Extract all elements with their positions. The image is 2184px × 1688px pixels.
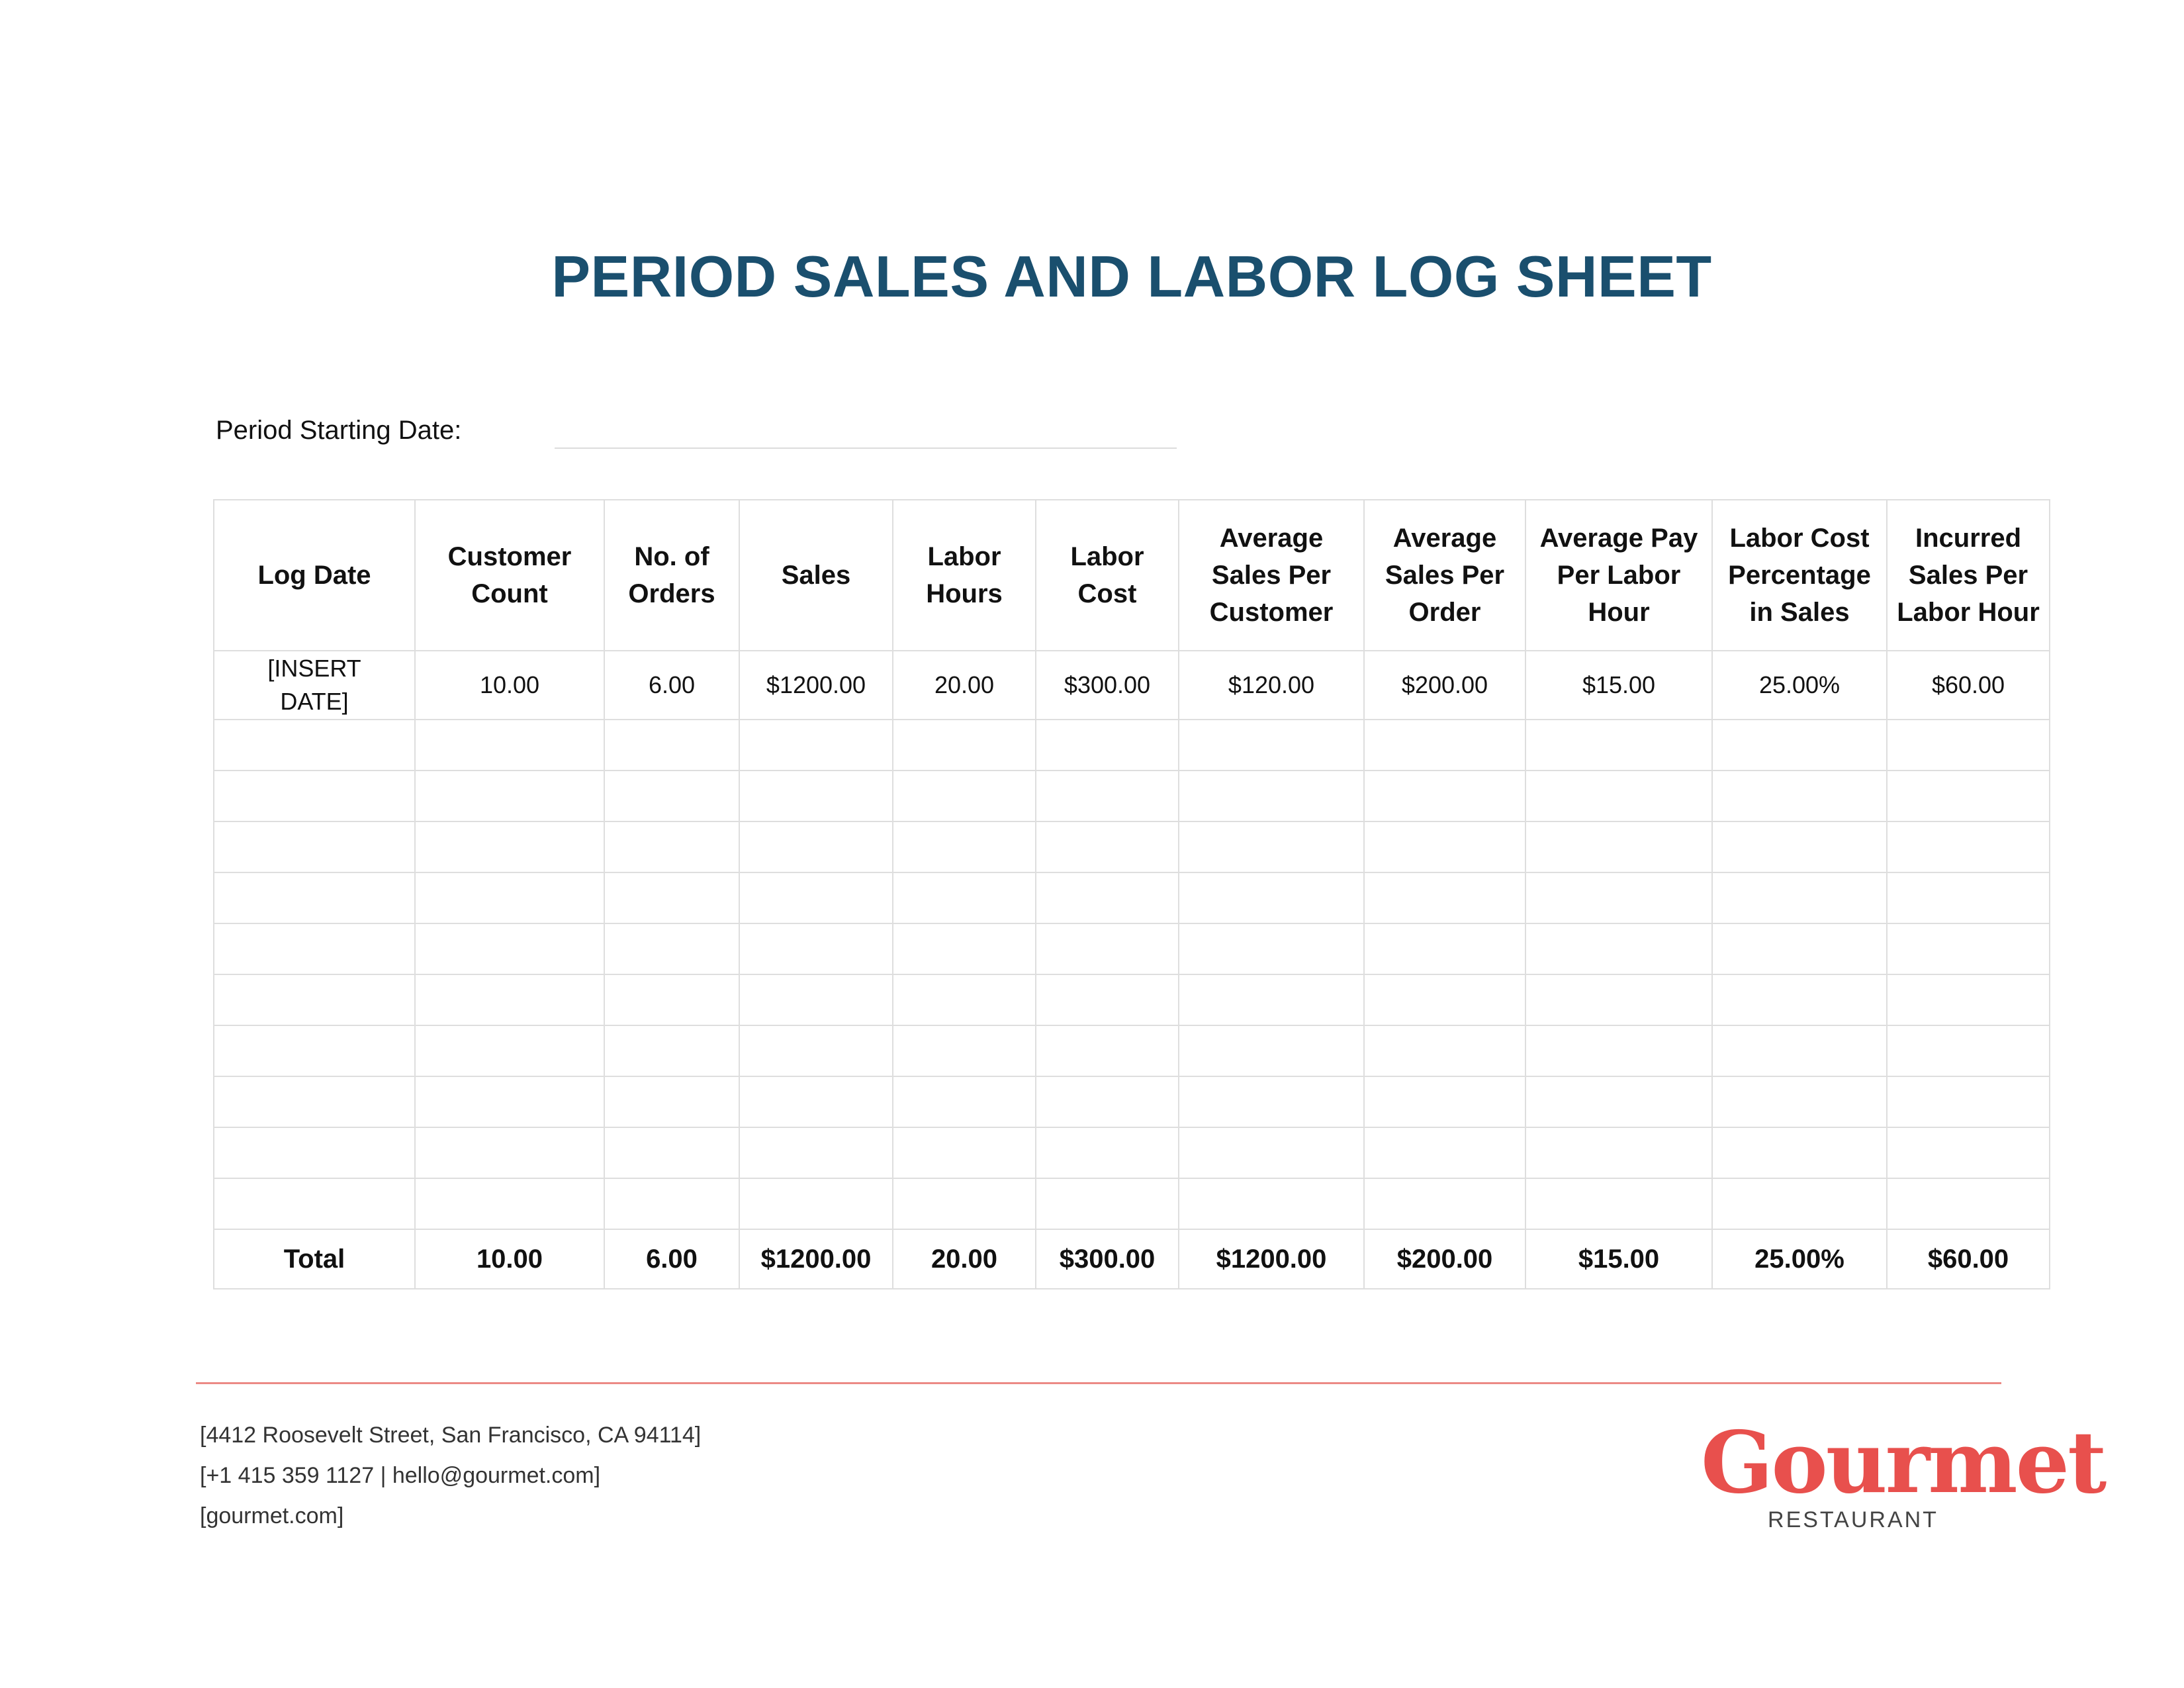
table-cell[interactable] — [1364, 1025, 1525, 1076]
table-cell[interactable] — [893, 974, 1036, 1025]
cell-average-sales-per-order[interactable]: $200.00 — [1364, 651, 1525, 720]
table-row — [214, 1127, 2050, 1178]
footer-divider — [196, 1382, 2001, 1384]
cell-labor-cost[interactable]: $300.00 — [1036, 651, 1179, 720]
table-cell[interactable] — [1712, 1127, 1887, 1178]
table-row — [214, 771, 2050, 821]
table-cell[interactable] — [739, 821, 893, 872]
table-cell[interactable] — [1179, 771, 1364, 821]
header-average-sales-per-customer: Average Sales Per Customer — [1179, 500, 1364, 651]
table-cell[interactable] — [1179, 1025, 1364, 1076]
table-cell[interactable] — [1712, 720, 1887, 771]
table-cell[interactable] — [1525, 872, 1712, 923]
cell-labor-hours[interactable]: 20.00 — [893, 651, 1036, 720]
table-cell[interactable] — [739, 974, 893, 1025]
table-cell[interactable] — [415, 923, 604, 974]
table-cell[interactable] — [893, 923, 1036, 974]
table-cell[interactable] — [1036, 1076, 1179, 1127]
table-cell[interactable] — [1179, 1127, 1364, 1178]
table-cell[interactable] — [214, 923, 415, 974]
table-cell[interactable] — [1179, 1178, 1364, 1229]
table-cell[interactable] — [604, 872, 739, 923]
table-cell[interactable] — [1887, 872, 2050, 923]
table-cell[interactable] — [893, 771, 1036, 821]
table-cell[interactable] — [1364, 1178, 1525, 1229]
table-cell[interactable] — [1179, 720, 1364, 771]
cell-log-date[interactable]: [INSERT DATE] — [214, 651, 415, 720]
table-cell[interactable] — [1179, 974, 1364, 1025]
table-row — [214, 1178, 2050, 1229]
table-cell[interactable] — [1887, 720, 2050, 771]
table-cell[interactable] — [739, 1127, 893, 1178]
header-row — [214, 500, 2050, 651]
table-row — [214, 821, 2050, 872]
table-cell[interactable] — [1525, 1127, 1712, 1178]
table-cell[interactable] — [1525, 1025, 1712, 1076]
table-cell[interactable] — [1525, 974, 1712, 1025]
table-cell[interactable] — [1036, 720, 1179, 771]
table-row — [214, 651, 2050, 720]
table-cell[interactable] — [1179, 821, 1364, 872]
table-cell[interactable] — [1712, 872, 1887, 923]
table-cell[interactable] — [893, 720, 1036, 771]
table-cell[interactable] — [1887, 1025, 2050, 1076]
table-cell[interactable] — [1036, 821, 1179, 872]
table-cell[interactable] — [1036, 1025, 1179, 1076]
table-cell[interactable] — [1712, 771, 1887, 821]
table-cell[interactable] — [1525, 1178, 1712, 1229]
header-incurred-sales-per-labor-hour: Incurred Sales Per Labor Hour — [1887, 500, 2050, 651]
period-starting-date-field[interactable] — [555, 447, 1177, 449]
table-cell[interactable] — [1525, 923, 1712, 974]
table-row — [214, 1076, 2050, 1127]
header-log-date: Log Date — [214, 500, 415, 651]
cell-labor-cost-percentage[interactable]: 25.00% — [1712, 651, 1887, 720]
total-average-pay-per-labor-hour: $15.00 — [1525, 1229, 1712, 1289]
table-row — [214, 720, 2050, 771]
table-cell[interactable] — [1525, 720, 1712, 771]
total-incurred-sales-per-labor-hour: $60.00 — [1887, 1229, 2050, 1289]
total-average-sales-per-order: $200.00 — [1364, 1229, 1525, 1289]
table-cell[interactable] — [1525, 1076, 1712, 1127]
table-cell[interactable] — [739, 1025, 893, 1076]
total-average-sales-per-customer: $1200.00 — [1179, 1229, 1364, 1289]
cell-average-sales-per-customer[interactable]: $120.00 — [1179, 651, 1364, 720]
table-cell[interactable] — [1364, 923, 1525, 974]
table-cell[interactable] — [1179, 872, 1364, 923]
total-label: Total — [214, 1229, 415, 1289]
logo-subtitle: RESTAURANT — [1768, 1507, 1938, 1532]
table-cell[interactable] — [604, 1127, 739, 1178]
table-cell[interactable] — [893, 821, 1036, 872]
period-starting-date-label: Period Starting Date: — [216, 416, 462, 445]
table-cell[interactable] — [1712, 821, 1887, 872]
header-average-sales-per-order: Average Sales Per Order — [1364, 500, 1525, 651]
table-cell[interactable] — [214, 1025, 415, 1076]
page-title: PERIOD SALES AND LABOR LOG SHEET — [551, 244, 1712, 309]
table-cell[interactable] — [1887, 1127, 2050, 1178]
table-cell[interactable] — [415, 821, 604, 872]
table-cell[interactable] — [214, 974, 415, 1025]
header-average-pay-per-labor-hour: Average Pay Per Labor Hour — [1525, 500, 1712, 651]
table-cell[interactable] — [214, 1127, 415, 1178]
table-cell[interactable] — [214, 1076, 415, 1127]
table-cell[interactable] — [1179, 923, 1364, 974]
table-cell[interactable] — [893, 872, 1036, 923]
total-labor-hours: 20.00 — [893, 1229, 1036, 1289]
table-cell[interactable] — [893, 1178, 1036, 1229]
table-cell[interactable] — [1887, 1178, 2050, 1229]
table-cell[interactable] — [415, 1178, 604, 1229]
table-cell[interactable] — [893, 1025, 1036, 1076]
total-no-of-orders: 6.00 — [604, 1229, 739, 1289]
logo-wordmark: Gourmet — [1701, 1413, 2105, 1513]
cell-customer-count[interactable]: 10.00 — [415, 651, 604, 720]
table-cell[interactable] — [415, 974, 604, 1025]
table-cell[interactable] — [1036, 923, 1179, 974]
table-cell[interactable] — [415, 771, 604, 821]
table-cell[interactable] — [1712, 1076, 1887, 1127]
table-cell[interactable] — [1887, 974, 2050, 1025]
table-cell[interactable] — [1887, 771, 2050, 821]
table-cell[interactable] — [739, 1076, 893, 1127]
footer-address: [4412 Roosevelt Street, San Francisco, CA 94114] — [200, 1423, 702, 1448]
header-sales: Sales — [739, 500, 893, 651]
table-cell[interactable] — [1364, 974, 1525, 1025]
header-labor-cost-percentage: Labor Cost Percentage in Sales — [1712, 500, 1887, 651]
total-labor-cost: $300.00 — [1036, 1229, 1179, 1289]
total-sales: $1200.00 — [739, 1229, 893, 1289]
table-cell[interactable] — [1887, 923, 2050, 974]
table-cell[interactable] — [739, 923, 893, 974]
table-cell[interactable] — [1712, 974, 1887, 1025]
total-labor-cost-percentage: 25.00% — [1712, 1229, 1887, 1289]
footer-contact: [+1 415 359 1127 | hello@gourmet.com] — [200, 1463, 601, 1488]
table-cell[interactable] — [1364, 720, 1525, 771]
header-customer-count: Customer Count — [415, 500, 604, 651]
total-row — [214, 1229, 2050, 1289]
total-customer-count: 10.00 — [415, 1229, 604, 1289]
table-cell[interactable] — [604, 1178, 739, 1229]
table-cell[interactable] — [214, 821, 415, 872]
table-cell[interactable] — [415, 872, 604, 923]
table-cell[interactable] — [1364, 771, 1525, 821]
table-cell[interactable] — [893, 1127, 1036, 1178]
table-cell[interactable] — [604, 923, 739, 974]
table-row — [214, 974, 2050, 1025]
table-cell[interactable] — [415, 1127, 604, 1178]
table-row — [214, 1025, 2050, 1076]
table-cell[interactable] — [604, 720, 739, 771]
table-cell[interactable] — [1036, 872, 1179, 923]
cell-sales[interactable]: $1200.00 — [739, 651, 893, 720]
cell-average-pay-per-labor-hour[interactable]: $15.00 — [1525, 651, 1712, 720]
header-no-of-orders: No. of Orders — [604, 500, 739, 651]
table-cell[interactable] — [415, 1076, 604, 1127]
table-cell[interactable] — [739, 720, 893, 771]
sales-labor-log-table — [213, 499, 2050, 1289]
table-cell[interactable] — [214, 720, 415, 771]
gourmet-restaurant-logo — [1701, 1413, 2105, 1536]
table-cell[interactable] — [1887, 1076, 2050, 1127]
table-cell[interactable] — [739, 1178, 893, 1229]
table-cell[interactable] — [214, 771, 415, 821]
table-cell[interactable] — [1036, 1178, 1179, 1229]
table-cell[interactable] — [739, 872, 893, 923]
table-cell[interactable] — [1712, 1025, 1887, 1076]
header-labor-cost: Labor Cost — [1036, 500, 1179, 651]
table-cell[interactable] — [1364, 1076, 1525, 1127]
header-labor-hours: Labor Hours — [893, 500, 1036, 651]
table-cell[interactable] — [739, 771, 893, 821]
table-cell[interactable] — [1712, 1178, 1887, 1229]
table-cell[interactable] — [214, 872, 415, 923]
table-cell[interactable] — [1364, 821, 1525, 872]
table-cell[interactable] — [1887, 821, 2050, 872]
table-cell[interactable] — [604, 974, 739, 1025]
table-cell[interactable] — [1364, 1127, 1525, 1178]
footer-website[interactable]: [gourmet.com] — [200, 1503, 344, 1528]
table-cell[interactable] — [1036, 974, 1179, 1025]
table-cell[interactable] — [604, 1076, 739, 1127]
table-cell[interactable] — [415, 1025, 604, 1076]
table-cell[interactable] — [1712, 923, 1887, 974]
table-cell[interactable] — [604, 821, 739, 872]
table-cell[interactable] — [1525, 771, 1712, 821]
table-cell[interactable] — [1036, 771, 1179, 821]
table-cell[interactable] — [1036, 1127, 1179, 1178]
table-cell[interactable] — [893, 1076, 1036, 1127]
cell-incurred-sales-per-labor-hour[interactable]: $60.00 — [1887, 651, 2050, 720]
table-cell[interactable] — [415, 720, 604, 771]
table-cell[interactable] — [604, 771, 739, 821]
table-row — [214, 923, 2050, 974]
table-cell[interactable] — [604, 1025, 739, 1076]
table-cell[interactable] — [214, 1178, 415, 1229]
table-row — [214, 872, 2050, 923]
table-cell[interactable] — [1179, 1076, 1364, 1127]
table-cell[interactable] — [1525, 821, 1712, 872]
table-cell[interactable] — [1364, 872, 1525, 923]
cell-no-of-orders[interactable]: 6.00 — [604, 651, 739, 720]
